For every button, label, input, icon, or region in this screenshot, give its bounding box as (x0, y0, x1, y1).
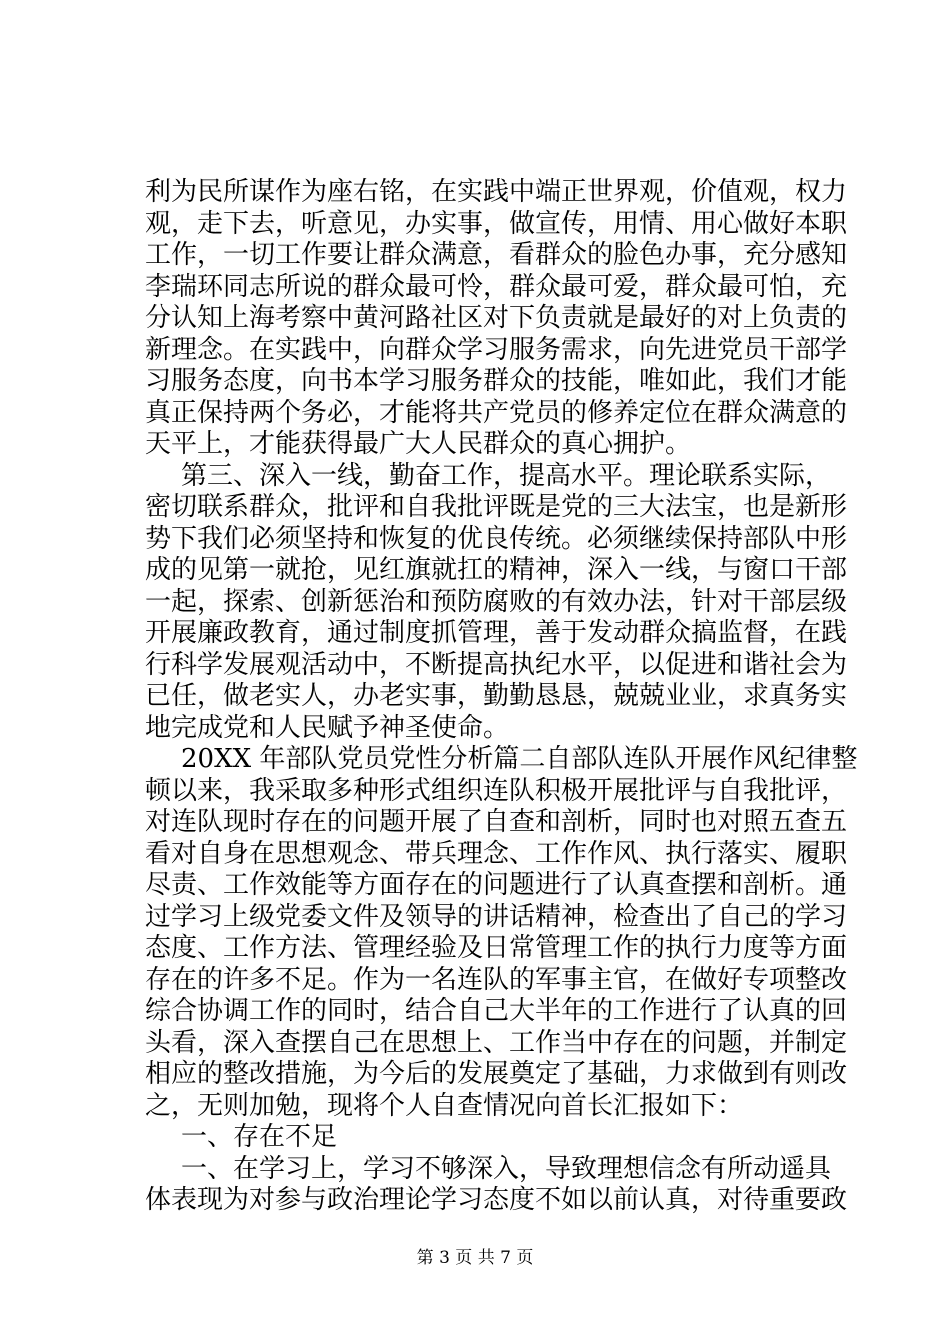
text-line: 一、存在不足 (181, 1122, 338, 1152)
text-line: 分认知上海考察中黄河路社区对下负责就是最好的对上负责的 (145, 303, 848, 333)
text-line: 一起，探索、创新惩治和预防腐败的有效办法，针对干部层级 (145, 586, 848, 617)
text-line: 密切联系群众，批评和自我批评既是党的三大法宝，也是新形 (145, 492, 848, 522)
text-line: 利为民所谋作为座右铭，在实践中端正世界观，价值观，权力 (145, 177, 848, 207)
text-line: 态度、工作方法、管理经验及日常管理工作的执行力度等方面 (145, 933, 848, 963)
page-footer: 第 3 页 共 7 页 (416, 1248, 534, 1268)
text-line: 习服务态度，向书本学习服务群众的技能，唯如此，我们才能 (145, 366, 848, 396)
text-line: 第三、深入一线，勤奋工作，提高水平。理论联系实际， (181, 460, 832, 491)
text-line: 20XX 年部队党员党性分析篇二自部队连队开展作风纪律整 (181, 744, 858, 774)
text-line: 综合协调工作的同时，结合自己大半年的工作进行了认真的回 (145, 996, 848, 1026)
text-line: 顿以来，我采取多种形式组织连队积极开展批评与自我批评， (145, 775, 848, 806)
text-line: 已任，做老实人，办老实事，勤勤恳恳，兢兢业业，求真务实 (145, 681, 848, 711)
text-line: 观，走下去，听意见，办实事，做宣传，用情、用心做好本职 (145, 208, 848, 239)
text-line: 相应的整改措施，为今后的发展奠定了基础，力求做到有则改 (145, 1059, 848, 1089)
text-line: 对连队现时存在的问题开展了自查和剖析，同时也对照五查五 (145, 807, 848, 837)
text-line: 势下我们必须坚持和恢复的优良传统。必须继续保持部队中形 (145, 523, 848, 554)
text-line: 真正保持两个务必，才能将共产党员的修养定位在群众满意的 (145, 397, 848, 428)
text-line: 成的见第一就抢，见红旗就扛的精神，深入一线，与窗口干部 (145, 555, 848, 585)
text-line: 看对自身在思想观念、带兵理念、工作作风、执行落实、履职 (145, 838, 848, 869)
text-line: 天平上，才能获得最广大人民群众的真心拥护。 (145, 429, 692, 459)
text-line: 体表现为对参与政治理论学习态度不如以前认真，对待重要政 (145, 1185, 848, 1215)
text-line: 尽责、工作效能等方面存在的问题进行了认真查摆和剖析。通 (145, 870, 848, 900)
text-line: 新理念。在实践中，向群众学习服务需求，向先进党员干部学 (145, 334, 848, 365)
text-line: 开展廉政教育，通过制度抓管理，善于发动群众搞监督，在践 (145, 618, 848, 648)
text-line: 过学习上级党委文件及领导的讲话精神，检查出了自己的学习 (145, 901, 848, 932)
text-line: 李瑞环同志所说的群众最可怜，群众最可爱，群众最可怕，充 (145, 271, 848, 302)
text-line: 头看，深入查摆自己在思想上、工作当中存在的问题，并制定 (145, 1027, 848, 1058)
text-line: 行科学发展观活动中，不断提高执纪水平，以促进和谐社会为 (145, 649, 848, 680)
text-line: 之，无则加勉，现将个人自查情况向首长汇报如下： (145, 1090, 744, 1121)
text-line: 存在的许多不足。作为一名连队的军事主官，在做好专项整改 (145, 964, 848, 995)
text-line: 地完成党和人民赋予神圣使命。 (145, 712, 510, 743)
text-line: 一、在学习上，学习不够深入，导致理想信念有所动遥具 (181, 1153, 832, 1184)
text-line: 工作，一切工作要让群众满意，看群众的脸色办事，充分感知 (145, 240, 848, 270)
